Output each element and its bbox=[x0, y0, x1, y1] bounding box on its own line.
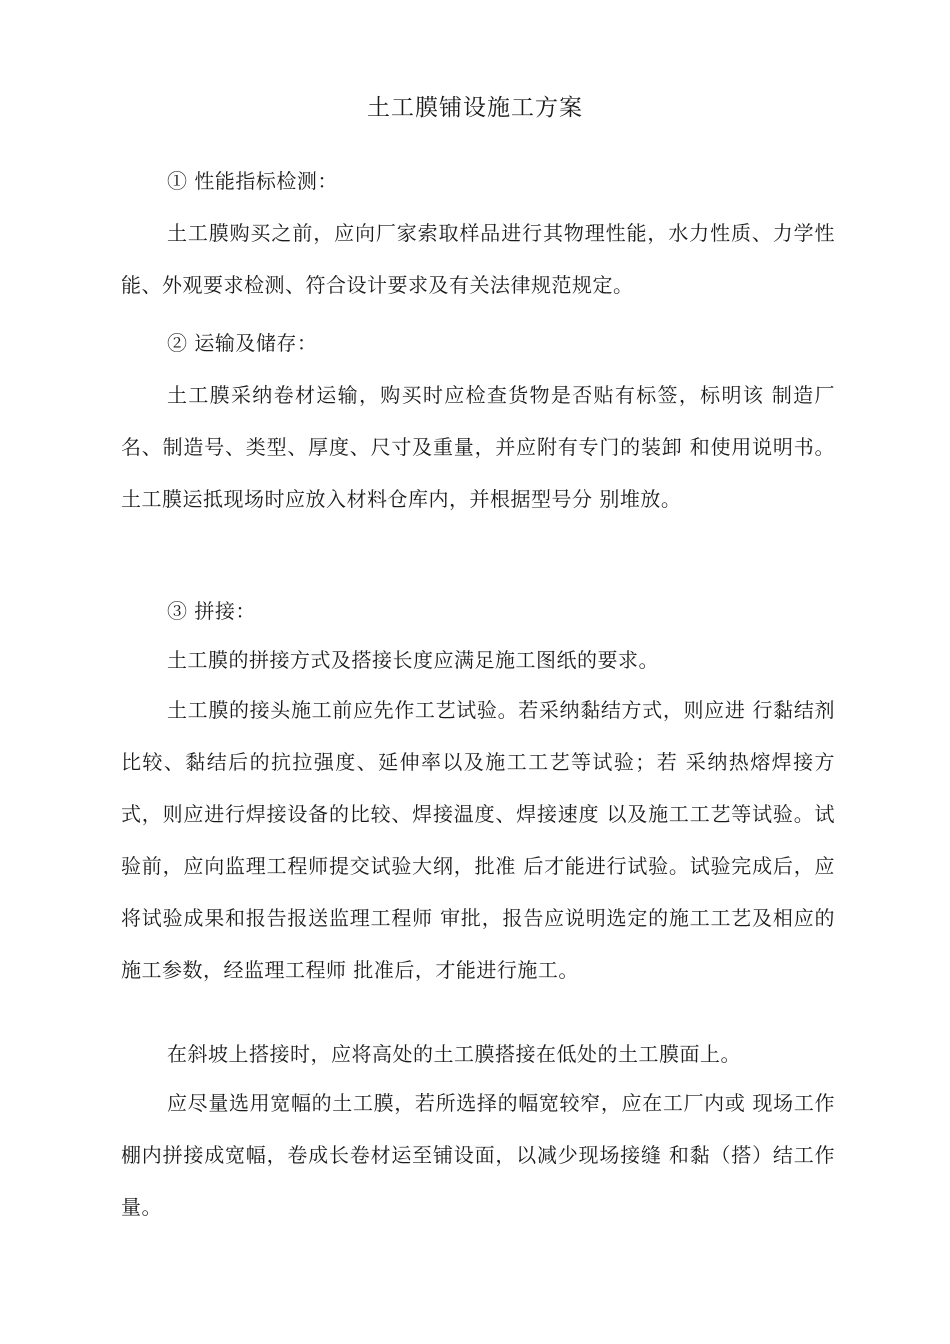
section-heading-performance: ① 性能指标检测： bbox=[167, 169, 338, 193]
paragraph-transport: 土工膜采纳卷材运输，购买时应检查货物是否贴有标签，标明该 制造厂名、制造号、类型、厚度、尺寸及重量，并应附有专门的装卸 和使用说明书。土工膜运抵现场时应放入材料仓库内，并根据型号分 别堆放。 bbox=[121, 383, 835, 511]
document-title: 土工膜铺设施工方案 bbox=[367, 95, 583, 121]
paragraph-splicing-test: 土工膜的接头施工前应先作工艺试验。若采纳黏结方式，则应进 行黏结剂比较、黏结后的抗拉强度、延伸率以及施工工艺等试验；若 采纳热熔焊接方式，则应进行焊接设备的比较、焊接温度、焊接速度 以及施工工艺等试验。试验前，应向监理工程师提交试验大纲，批准 后才能进行试验。试验完成后，应将试验成果和报告报送监理工程师 审批，报告应说明选定的施工工艺及相应的施工参数，经监理工程师 批准后，才能进行施工。 bbox=[121, 698, 835, 982]
section-heading-splicing: ③ 拼接： bbox=[167, 599, 256, 623]
paragraph-splicing-requirement: 土工膜的拼接方式及搭接长度应满足施工图纸的要求。 bbox=[167, 648, 659, 672]
paragraph-wide-film: 应尽量选用宽幅的土工膜，若所选择的幅宽较窄，应在工厂内或 现场工作棚内拼接成宽幅，卷成长卷材运至铺设面，以减少现场接缝 和黏（搭）结工作量。 bbox=[121, 1091, 835, 1219]
paragraph-performance: 土工膜购买之前，应向厂家索取样品进行其物理性能，水力性质、力学性能、外观要求检测、符合设计要求及有关法律规范规定。 bbox=[121, 221, 835, 297]
paragraph-slope-lap: 在斜坡上搭接时，应将高处的土工膜搭接在低处的土工膜面上。 bbox=[167, 1042, 741, 1066]
section-heading-transport: ② 运输及储存： bbox=[167, 331, 318, 355]
